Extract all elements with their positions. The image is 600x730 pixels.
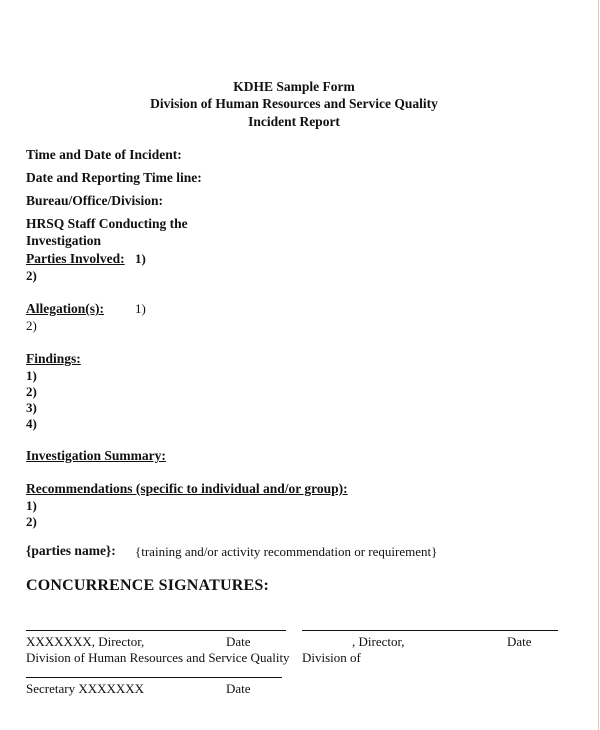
allegations-item-1: 1) bbox=[135, 301, 146, 316]
recommendations-item: 2) bbox=[26, 514, 37, 529]
findings-item: 4) bbox=[26, 416, 37, 431]
findings-item: 2) bbox=[26, 384, 37, 399]
staff-label-line2: Investigation bbox=[26, 233, 102, 248]
right-signature-line bbox=[302, 630, 558, 631]
report-title: Incident Report bbox=[248, 114, 340, 129]
findings-item: 3) bbox=[26, 400, 37, 415]
parties-item-2: 2) bbox=[26, 268, 37, 283]
recommendations-label: Recommendations (specific to individual and/or group): bbox=[26, 481, 348, 496]
concurrence-signatures-heading: CONCURRENCE SIGNATURES: bbox=[26, 577, 269, 594]
parties-name-placeholder: {parties name}: bbox=[26, 543, 116, 558]
training-recommendation-note: {training and/or activity recommendation or requirement} bbox=[135, 544, 438, 559]
left-director-name: XXXXXXX, Director, bbox=[26, 634, 145, 649]
allegations-label: Allegation(s): bbox=[26, 301, 104, 316]
right-date-label: Date bbox=[507, 634, 532, 649]
secretary-date-label: Date bbox=[226, 681, 251, 696]
right-director-name: , Director, bbox=[352, 634, 405, 649]
parties-involved-label: Parties Involved: bbox=[26, 251, 125, 266]
secretary-name: Secretary XXXXXXX bbox=[26, 681, 145, 696]
form-title: KDHE Sample Form bbox=[233, 79, 355, 94]
left-signature-line bbox=[26, 630, 286, 631]
right-division-name: Division of bbox=[302, 650, 361, 665]
time-date-label: Time and Date of Incident: bbox=[26, 147, 182, 162]
secretary-signature-line bbox=[26, 677, 282, 678]
staff-label-line1: HRSQ Staff Conducting the bbox=[26, 216, 188, 231]
findings-label: Findings: bbox=[26, 351, 81, 366]
recommendations-item: 1) bbox=[26, 498, 37, 513]
parties-item-1: 1) bbox=[135, 251, 146, 266]
left-date-label: Date bbox=[226, 634, 251, 649]
division-title: Division of Human Resources and Service Quality bbox=[150, 96, 438, 111]
left-division-name: Division of Human Resources and Service Quality bbox=[26, 650, 290, 665]
allegations-item-2: 2) bbox=[26, 318, 37, 333]
investigation-summary-label: Investigation Summary: bbox=[26, 448, 166, 463]
findings-item: 1) bbox=[26, 368, 37, 383]
bureau-label: Bureau/Office/Division: bbox=[26, 193, 163, 208]
reporting-timeline-label: Date and Reporting Time line: bbox=[26, 170, 202, 185]
